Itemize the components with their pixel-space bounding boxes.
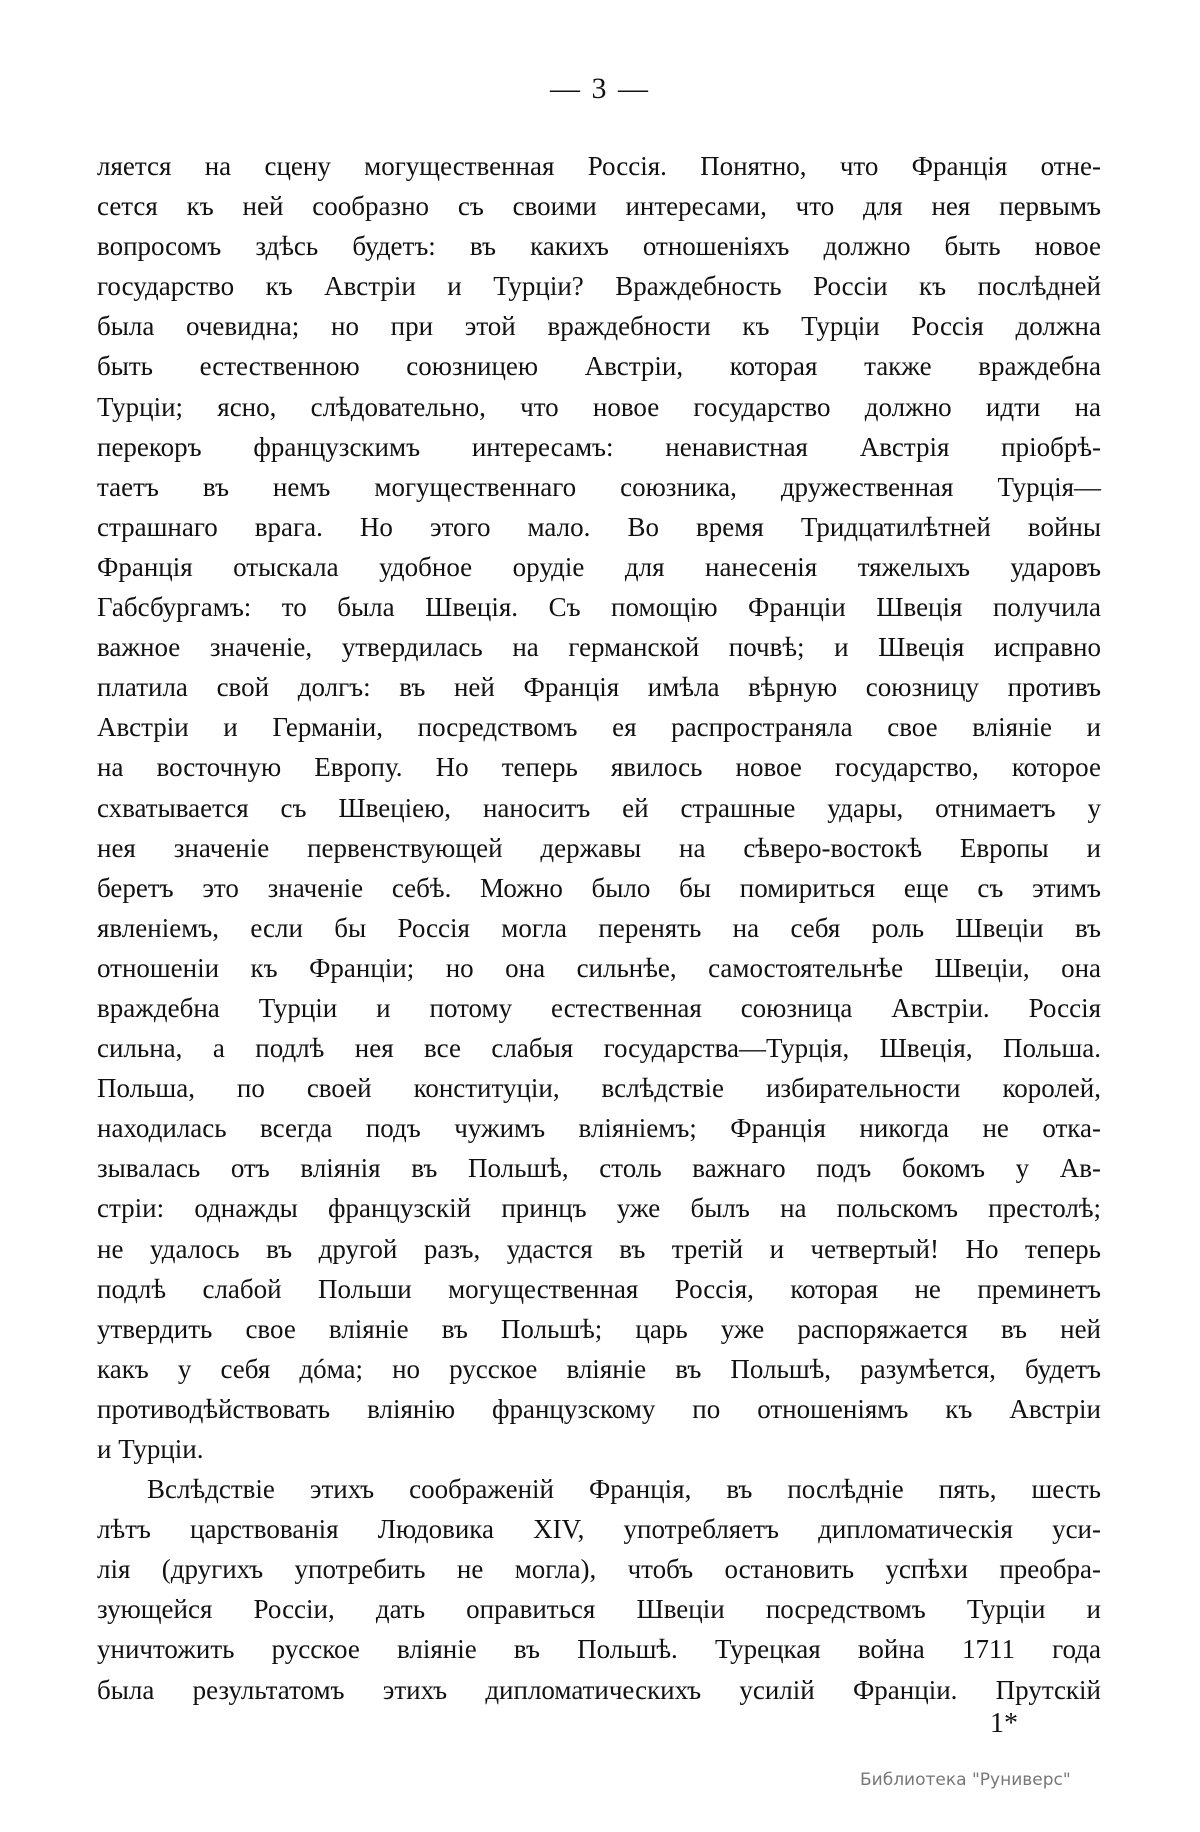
text-line: Турціи; ясно, слѣдовательно, что новое государство должно идти на [97, 391, 1101, 422]
text-line: сется къ ней сообразно съ своими интересами, что для нея первымъ [97, 191, 1101, 222]
text-line: зывалась отъ вліянія въ Польшѣ, столь важнаго подъ бокомъ у Ав- [97, 1153, 1101, 1184]
text-line: нея значеніе первенствующей державы на сѣверо-востокѣ Европы и [97, 832, 1101, 863]
text-line: явленіемъ, если бы Россія могла перенять на себя роль Швеціи въ [97, 912, 1101, 943]
text-line: важное значеніе, утвердилась на германской почвѣ; и Швеція исправно [97, 632, 1101, 663]
text-line: схватывается съ Швеціею, наноситъ ей страшные удары, отнимаетъ у [97, 792, 1101, 823]
text-line: противодѣйствовать вліянію французскому по отношеніямъ къ Австріи [97, 1393, 1101, 1424]
signature-mark: 1* [990, 1708, 1018, 1739]
text-line: лѣтъ царствованія Людовика XIV, употребляетъ дипломатическія уси- [97, 1514, 1101, 1545]
text-line: на восточную Европу. Но теперь явилось новое государство, которое [97, 752, 1101, 783]
text-line: лія (другихъ употребить не могла), чтобъ остановить успѣхи преобра- [97, 1554, 1101, 1585]
text-line: Вслѣдствіе этихъ соображеній Франція, въ послѣдніе пять, шесть [147, 1474, 1101, 1505]
text-line: сильна, а подлѣ нея все слабыя государства—Турція, Швеція, Польша. [97, 1033, 1101, 1064]
text-line: Габсбургамъ: то была Швеція. Съ помощію Франціи Швеція получила [97, 592, 1101, 623]
text-line: находилась всегда подъ чужимъ вліяніемъ; Франція никогда не отка- [97, 1113, 1101, 1144]
page-number: — 3 — [550, 72, 650, 105]
text-line: была результатомъ этихъ дипломатическихъ усилій Франціи. Прутскій [97, 1674, 1101, 1705]
text-line: ляется на сцену могущественная Россія. Понятно, что Франція отне- [97, 151, 1101, 181]
text-line: платила свой долгъ: въ ней Франція имѣла вѣрную союзницу противъ [97, 672, 1101, 703]
text-line: государство къ Австріи и Турціи? Враждебность Россіи къ послѣдней [97, 271, 1101, 302]
text-line: Франція отыскала удобное орудіе для нанесенія тяжелыхъ ударовъ [97, 551, 1101, 582]
text-line: уничтожить русское вліяніе въ Польшѣ. Турецкая война 1711 года [97, 1634, 1101, 1665]
text-line: стріи: однажды французскій принцъ уже былъ на польскомъ престолѣ; [97, 1193, 1101, 1224]
text-line: отношеніи къ Франціи; но она сильнѣе, самостоятельнѣе Швеціи, она [97, 952, 1101, 983]
text-line: перекоръ французскимъ интересамъ: ненавистная Австрія пріобрѣ- [97, 431, 1101, 462]
text-line: Польша, по своей конституціи, вслѣдствіе избирательности королей, [97, 1073, 1101, 1104]
text-line: подлѣ слабой Польши могущественная Россія, которая не преминетъ [97, 1273, 1101, 1304]
text-line: страшнаго врага. Но этого мало. Во время Тридцатилѣтней войны [97, 511, 1101, 542]
library-watermark: Библиотека "Руниверс" [860, 1770, 1071, 1790]
text-line: была очевидна; но при этой враждебности къ Турціи Россія должна [97, 311, 1101, 342]
body-text [97, 146, 1101, 1710]
text-line: какъ у себя дóма; но русское вліяніе въ Польшѣ, разумѣется, будетъ [97, 1353, 1101, 1384]
text-line: Австріи и Германіи, посредствомъ ея распространяла свое вліяніе и [97, 712, 1101, 743]
text-line: и Турціи. [97, 1434, 204, 1464]
text-line: беретъ это значеніе себѣ. Можно было бы помириться еще съ этимъ [97, 872, 1101, 903]
text-line: быть естественною союзницею Австріи, которая также враждебна [97, 351, 1101, 382]
text-line: враждебна Турціи и потому естественная союзница Австріи. Россія [97, 992, 1101, 1023]
text-line: вопросомъ здѣсь будетъ: въ какихъ отношеніяхъ должно быть новое [97, 231, 1101, 262]
text-line: зующейся Россіи, дать оправиться Швеціи посредствомъ Турціи и [97, 1594, 1101, 1625]
text-line: не удалось въ другой разъ, удастся въ третій и четвертый! Но теперь [97, 1233, 1101, 1264]
text-line: утвердить свое вліяніе въ Польшѣ; царь уже распоряжается въ ней [97, 1313, 1101, 1344]
text-line: таетъ въ немъ могущественнаго союзника, дружественная Турція— [97, 471, 1101, 502]
